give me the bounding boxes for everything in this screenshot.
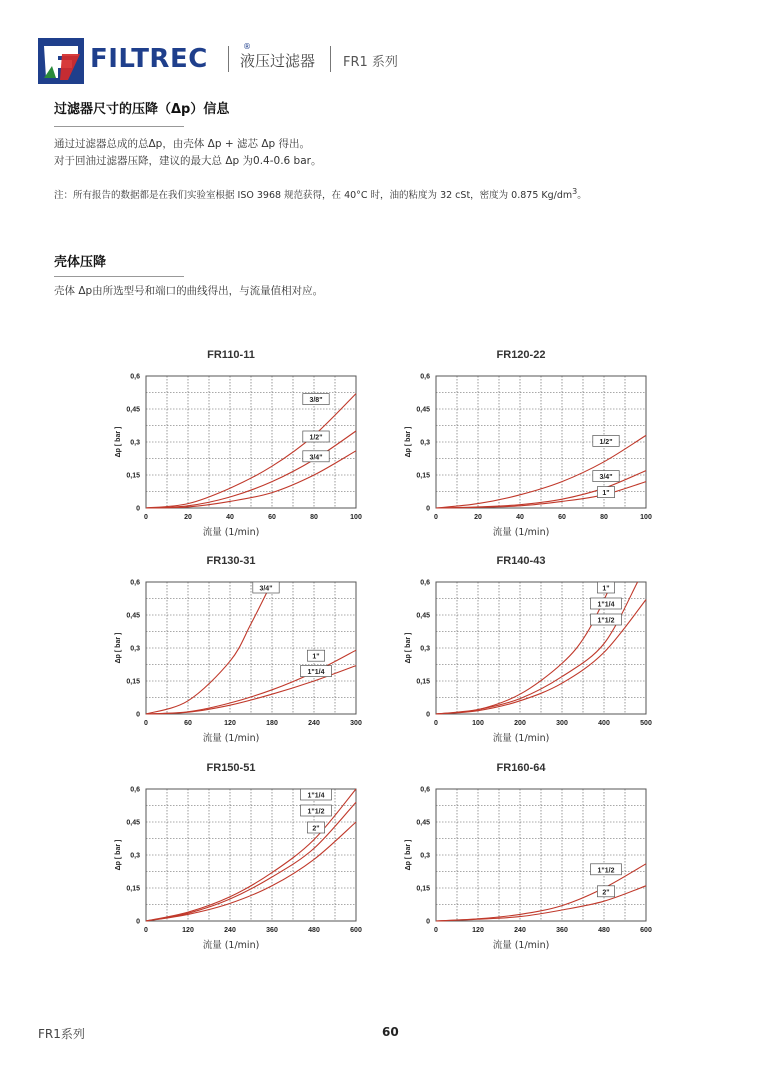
y-axis-label: Δp [ bar ] [405, 632, 412, 664]
x-tick-label: 60 [268, 514, 276, 521]
y-tick-label: 0,15 [126, 885, 140, 893]
x-tick-label: 100 [472, 720, 484, 727]
x-tick-label: 200 [514, 720, 526, 727]
y-axis-label: Δp [ bar ] [405, 839, 412, 871]
header-title: 液压过滤器 [240, 52, 316, 70]
series-label: 3/4" [259, 585, 273, 593]
series-label: 1"1/2 [597, 867, 615, 875]
series-label: 1"1/4 [597, 601, 615, 609]
chart-fr160-64 [398, 759, 668, 959]
x-tick-label: 40 [516, 514, 524, 521]
header-divider [330, 46, 331, 72]
x-tick-label: 480 [598, 927, 610, 934]
series-label: 2" [602, 889, 610, 897]
y-tick-label: 0,3 [420, 439, 430, 447]
x-tick-label: 240 [308, 720, 320, 727]
section-rule [54, 126, 184, 127]
y-tick-label: 0,15 [126, 472, 140, 480]
chart-svg [108, 759, 378, 959]
note-text: 注：所有报告的数据都是在我们实验室根据 ISO 3968 规范获得，在 40°C 时，油的粘度为 32 cSt，密度为 0.875 Kg/dm [54, 190, 573, 202]
y-tick-label: 0,6 [420, 786, 430, 794]
y-axis-label: Δp [ bar ] [405, 426, 412, 458]
x-tick-label: 0 [144, 927, 148, 934]
chart-fr150-51 [108, 759, 378, 959]
series-label: 1"1/2 [307, 808, 325, 816]
series-label: 1" [602, 585, 610, 593]
y-tick-label: 0,3 [130, 439, 140, 447]
x-tick-label: 80 [600, 514, 608, 521]
y-tick-label: 0 [136, 918, 140, 926]
x-tick-label: 500 [640, 720, 652, 727]
series-label: 3/4" [309, 454, 323, 462]
x-tick-label: 0 [434, 927, 438, 934]
series-label: 1" [312, 653, 320, 661]
y-tick-label: 0 [136, 505, 140, 513]
series-label: 2" [312, 825, 320, 833]
housing-intro-line: 壳体 Δp由所选型号和端口的曲线得出，与流量值相对应。 [54, 285, 324, 297]
chart-svg [398, 759, 668, 959]
chart-svg [398, 346, 668, 546]
chart-title: FR140-43 [496, 555, 546, 567]
y-tick-label: 0,15 [416, 678, 430, 686]
x-tick-label: 120 [472, 927, 484, 934]
y-tick-label: 0,6 [130, 373, 140, 381]
series-label: 1"1/2 [597, 617, 615, 625]
y-tick-label: 0,3 [130, 852, 140, 860]
y-tick-label: 0,15 [126, 678, 140, 686]
chart-fr110-11 [108, 346, 378, 546]
y-axis-label: Δp [ bar ] [115, 426, 122, 458]
chart-title: FR150-51 [206, 762, 256, 774]
x-tick-label: 0 [144, 514, 148, 521]
x-axis-label: 流量 (1/min) [492, 527, 550, 538]
y-tick-label: 0 [426, 505, 430, 513]
x-tick-label: 600 [640, 927, 652, 934]
x-tick-label: 240 [224, 927, 236, 934]
series-label: 1"1/4 [307, 792, 325, 800]
x-tick-label: 60 [558, 514, 566, 521]
chart-title: FR110-11 [207, 349, 255, 361]
x-axis-label: 流量 (1/min) [202, 940, 260, 951]
x-tick-label: 480 [308, 927, 320, 934]
y-tick-label: 0,15 [416, 472, 430, 480]
header-divider [228, 46, 229, 72]
y-tick-label: 0,3 [420, 645, 430, 653]
y-tick-label: 0,45 [126, 406, 140, 414]
series-label: 1"1/4 [307, 669, 325, 677]
y-tick-label: 0,6 [420, 373, 430, 381]
x-tick-label: 360 [266, 927, 278, 934]
x-tick-label: 40 [226, 514, 234, 521]
x-tick-label: 0 [434, 720, 438, 727]
note-end: 。 [577, 190, 587, 202]
series-label: 1/2" [309, 434, 323, 442]
x-axis-label: 流量 (1/min) [492, 940, 550, 951]
chart-fr140-43 [398, 552, 668, 752]
y-tick-label: 0 [136, 711, 140, 719]
x-tick-label: 20 [184, 514, 192, 521]
brand-name: FILTREC [90, 44, 208, 74]
chart-svg [108, 552, 378, 752]
x-tick-label: 120 [224, 720, 236, 727]
series-label: 1/2" [599, 438, 613, 446]
chart-title: FR160-64 [496, 762, 546, 774]
x-tick-label: 120 [182, 927, 194, 934]
y-tick-label: 0 [426, 918, 430, 926]
intro-line-2: 对于回油过滤器压降，建议的最大总 Δp 为0.4-0.6 bar。 [54, 155, 322, 167]
page-header [38, 38, 438, 86]
y-tick-label: 0,3 [130, 645, 140, 653]
chart-svg [398, 552, 668, 752]
note-superscript: 3 [572, 187, 578, 196]
x-tick-label: 300 [350, 720, 362, 727]
y-tick-label: 0,6 [130, 786, 140, 794]
x-axis-label: 流量 (1/min) [492, 733, 550, 744]
chart-title: FR130-31 [206, 555, 256, 567]
chart-svg [108, 346, 378, 546]
test-note [54, 187, 587, 201]
x-tick-label: 100 [640, 514, 652, 521]
x-tick-label: 180 [266, 720, 278, 727]
series-label: 1" [602, 490, 610, 498]
section-rule [54, 276, 184, 277]
chart-fr120-22 [398, 346, 668, 546]
x-tick-label: 0 [144, 720, 148, 727]
y-axis-label: Δp [ bar ] [115, 839, 122, 871]
series-label: 3/8" [309, 397, 323, 405]
brand-registered-mark: ® [243, 42, 251, 51]
y-tick-label: 0,45 [126, 819, 140, 827]
x-tick-label: 80 [310, 514, 318, 521]
page-number: 60 [382, 1025, 399, 1039]
chart-title: FR120-22 [496, 349, 546, 361]
section-title-pressure-drop: 过滤器尺寸的压降（Δp）信息 [54, 102, 230, 117]
y-tick-label: 0,6 [420, 579, 430, 587]
y-tick-label: 0,45 [416, 612, 430, 620]
header-series: FR1 系列 [343, 55, 398, 70]
x-tick-label: 100 [350, 514, 362, 521]
footer-series: FR1系列 [38, 1027, 85, 1041]
x-tick-label: 60 [184, 720, 192, 727]
intro-line-1: 通过过滤器总成的总Δp，由壳体 Δp + 滤芯 Δp 得出。 [54, 138, 311, 150]
chart-fr130-31 [108, 552, 378, 752]
x-tick-label: 600 [350, 927, 362, 934]
x-axis-label: 流量 (1/min) [202, 527, 260, 538]
x-axis-label: 流量 (1/min) [202, 733, 260, 744]
y-tick-label: 0,3 [420, 852, 430, 860]
x-tick-label: 360 [556, 927, 568, 934]
y-tick-label: 0,15 [416, 885, 430, 893]
x-tick-label: 20 [474, 514, 482, 521]
y-tick-label: 0,45 [416, 406, 430, 414]
y-tick-label: 0,6 [130, 579, 140, 587]
y-tick-label: 0,45 [126, 612, 140, 620]
x-tick-label: 300 [556, 720, 568, 727]
x-tick-label: 0 [434, 514, 438, 521]
y-axis-label: Δp [ bar ] [115, 632, 122, 664]
filtrec-logo-icon [38, 38, 84, 84]
series-label: 3/4" [599, 474, 613, 482]
x-tick-label: 240 [514, 927, 526, 934]
section-title-housing-drop: 壳体压降 [54, 255, 107, 270]
x-tick-label: 400 [598, 720, 610, 727]
y-tick-label: 0,45 [416, 819, 430, 827]
y-tick-label: 0 [426, 711, 430, 719]
